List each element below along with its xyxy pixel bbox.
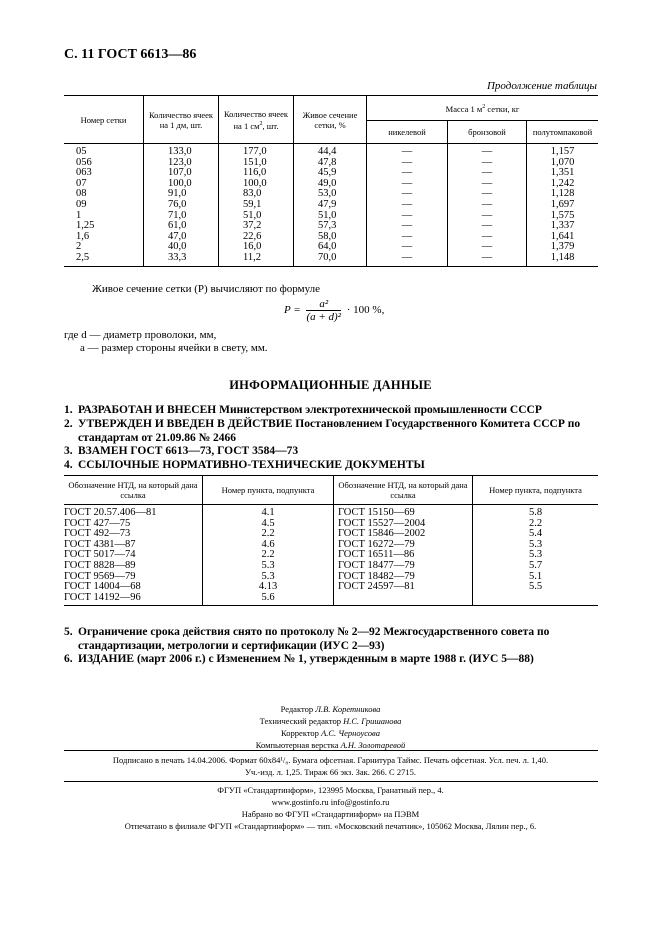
cell-br: — [448, 144, 527, 158]
cell-c: 16,0 [219, 242, 294, 253]
info-item-1: 1. РАЗРАБОТАН И ВНЕСЕН Министерством электротехнической промышленности СССР [64, 404, 542, 416]
print-details-line-1: Подписано в печать 14.04.2006. Формат 60x84¹/₈. Бумага офсетная. Гарнитура Таймс. Печать офсетная. Усл. печ. л. 1,40. [112, 755, 549, 765]
cell-br: — [448, 189, 527, 200]
ref-cell-d2: ГОСТ 18482—79 [334, 572, 473, 583]
cell-tb: 1,128 [527, 189, 599, 200]
formula-where-a: a — размер стороны ячейки в свету, мм. [80, 342, 268, 354]
ref-cell-p1: 5.3 [203, 561, 334, 572]
cell-n: 1,25 [76, 220, 95, 232]
cell-c: 59,1 [219, 200, 294, 211]
ref-cell-d2: ГОСТ 16511—86 [334, 550, 473, 561]
cell-n: 1 [76, 209, 82, 221]
publisher-line-1: ФГУП «Стандартинформ», 123995 Москва, Гранатный пер., 4. [217, 785, 444, 795]
ref-cell-d2: ГОСТ 15150—69 [334, 505, 473, 519]
ref-cell-d2: ГОСТ 18477—79 [334, 561, 473, 572]
ref-cell-p1: 5.3 [203, 572, 334, 583]
cell-tb: 1,379 [527, 242, 599, 253]
ref-col-point-2: Номер пункта, подпункта [473, 476, 599, 505]
ref-cell-d2: ГОСТ 16272—79 [334, 540, 473, 551]
cell-tb: 1,148 [527, 253, 599, 266]
cell-c: 22,6 [219, 232, 294, 243]
cell-tb: 1,697 [527, 200, 599, 211]
cell-ni: — [367, 144, 448, 158]
cell-ni: — [367, 189, 448, 200]
cell-s: 53,0 [294, 189, 367, 200]
cell-s: 64,0 [294, 242, 367, 253]
table-row [64, 253, 598, 266]
ref-col-doc-2: Обозначение НТД, на который дана ссылка [334, 476, 473, 505]
ref-cell-p1: 4.1 [203, 505, 334, 519]
cell-ni: — [367, 253, 448, 266]
cell-ni: — [367, 179, 448, 190]
ref-cell-d1: ГОСТ 5017—74 [64, 549, 136, 561]
cell-br: — [448, 200, 527, 211]
col-mesh-number: Номер сетки [64, 96, 144, 144]
print-details-line-2: Уч.-изд. л. 1,25. Тираж 66 экз. Зак. 266. С 2715. [245, 767, 416, 777]
cell-tb: 1,337 [527, 221, 599, 232]
formula-numerator: a² [306, 298, 341, 311]
cell-c: 11,2 [219, 253, 294, 266]
ref-row [64, 540, 598, 551]
cell-ni: — [367, 158, 448, 169]
col-bronze: бронзовой [448, 121, 527, 144]
cell-s: 47,9 [294, 200, 367, 211]
ref-cell-p2 [473, 593, 599, 606]
ref-cell-d2: ГОСТ 15527—2004 [334, 519, 473, 530]
credit-editor: Редактор Л.В. Коретникова [280, 704, 381, 714]
ref-row [64, 519, 598, 530]
ref-cell-p2: 2.2 [473, 519, 599, 530]
ref-cell-d1: ГОСТ 427—75 [64, 517, 131, 529]
formula-denominator: (a + d)² [306, 311, 341, 323]
col-open-area: Живое сечение сетки, % [294, 96, 367, 144]
ref-cell-p1: 4.6 [203, 540, 334, 551]
cell-n: 056 [76, 156, 92, 168]
formula-intro: Живое сечение сетки (P) вычисляют по формуле [92, 283, 320, 295]
mesh-table [64, 95, 598, 267]
credit-proofreader: Корректор А.С. Черноусова [281, 728, 380, 738]
credits-staff [0, 703, 661, 751]
cell-d: 133,0 [144, 144, 219, 158]
cell-d: 100,0 [144, 179, 219, 190]
ref-cell-p2: 5.7 [473, 561, 599, 572]
ref-cell-d1: ГОСТ 20.57.406—81 [64, 507, 157, 518]
cell-d: 76,0 [144, 200, 219, 211]
cell-br: — [448, 211, 527, 222]
ref-row [64, 572, 598, 583]
info-item-2: 2. УТВЕРЖДЕН И ВВЕДЕН В ДЕЙСТВИЕ Постановлением Государственного Комитета СССР по стандартам от 21.09.86 № 2466 [64, 418, 581, 444]
formula: P = $\frac{\text{a²}}{\text{(a + d)²}}$ · 100 %, [284, 298, 385, 323]
cell-ni: — [367, 242, 448, 253]
cell-s: 57,3 [294, 221, 367, 232]
cell-s: 51,0 [294, 211, 367, 222]
ref-cell-p1: 2.2 [203, 550, 334, 561]
cell-c: 37,2 [219, 221, 294, 232]
page-header: С. 11 ГОСТ 6613—86 [64, 47, 197, 62]
cell-ni: — [367, 200, 448, 211]
cell-tb: 1,157 [527, 144, 599, 158]
cell-n: 2,5 [64, 253, 144, 266]
ref-cell-p1: 5.6 [203, 593, 334, 606]
cell-br: — [448, 242, 527, 253]
ref-cell-d1: ГОСТ 9569—79 [64, 570, 136, 582]
cell-br: — [448, 221, 527, 232]
cell-d: 33,3 [144, 253, 219, 266]
ref-cell-d1: ГОСТ 14004—68 [64, 581, 141, 593]
col-nickel: никелевой [367, 121, 448, 144]
col-cells-per-cm2: Количество ячеек на 1 $см^2$, шт. [219, 96, 294, 144]
cell-c: 151,0 [219, 158, 294, 169]
ref-row [64, 561, 598, 572]
cell-d: 61,0 [144, 221, 219, 232]
cell-br: — [448, 232, 527, 243]
ref-cell-d2 [334, 593, 473, 606]
cell-tb: 1,641 [527, 232, 599, 243]
cell-n: 1,6 [76, 230, 90, 242]
ref-col-point-1: Номер пункта, подпункта [203, 476, 334, 505]
cell-s: 45,9 [294, 168, 367, 179]
publisher-line-3: Набрано во ФГУП «Стандартинформ» на ПЭВМ [241, 809, 420, 819]
cell-d: 107,0 [144, 168, 219, 179]
cell-s: 49,0 [294, 179, 367, 190]
publisher-line-2: www.gostinfo.ru info@gostinfo.ru [271, 797, 390, 807]
cell-tb: 1,242 [527, 179, 599, 190]
ref-cell-d2: ГОСТ 15846—2002 [334, 529, 473, 540]
info-item-5: 5. Ограничение срока действия снято по протоколу № 2—92 Межгосударственного совета по стандартизации, метрологии и сертификации (ИУС 2—93) [64, 626, 550, 652]
credit-layout: Компьютерная верстка А.Н. Золотаревой [255, 740, 406, 750]
ref-cell-p2: 5.8 [473, 505, 599, 519]
credit-tech-editor: Технический редактор Н.С. Гришанова [259, 716, 402, 726]
publisher-line-4: Отпечатано в филиале ФГУП «Стандартинформ» — тип. «Московский печатник», 105062 Москва, Лялин пер., 6. [124, 821, 537, 831]
ref-cell-d1: ГОСТ 14192—96 [64, 593, 203, 606]
cell-ni: — [367, 211, 448, 222]
ref-row [64, 582, 598, 593]
cell-ni: — [367, 221, 448, 232]
ref-cell-p1: 4.5 [203, 519, 334, 530]
info-item-6: 6. ИЗДАНИЕ (март 2006 г.) с Изменением № 1, утвержденным в марте 1988 г. (ИУС 5—88) [64, 653, 534, 665]
cell-c: 116,0 [219, 168, 294, 179]
print-details [0, 754, 661, 778]
info-title: ИНФОРМАЦИОННЫЕ ДАННЫЕ [229, 378, 432, 392]
cell-s: 70,0 [294, 253, 367, 266]
cell-tb: 1,575 [527, 211, 599, 222]
ref-cell-p1: 4.13 [203, 582, 334, 593]
cell-n: 08 [76, 188, 87, 200]
ref-cell-d1: ГОСТ 4381—87 [64, 538, 136, 550]
cell-n: 09 [76, 198, 87, 210]
cell-c: 51,0 [219, 211, 294, 222]
col-cells-per-dm: Количество ячеек на 1 дм, шт. [144, 96, 219, 144]
divider-1 [64, 750, 598, 751]
ref-cell-p2: 5.3 [473, 550, 599, 561]
cell-d: 40,0 [144, 242, 219, 253]
cell-d: 91,0 [144, 189, 219, 200]
references-table [64, 475, 598, 606]
ref-row [64, 529, 598, 540]
cell-tb: 1,070 [527, 158, 599, 169]
publisher-details [0, 784, 661, 832]
cell-s: 58,0 [294, 232, 367, 243]
cell-ni: — [367, 232, 448, 243]
info-item-4: 4. ССЫЛОЧНЫЕ НОРМАТИВНО-ТЕХНИЧЕСКИЕ ДОКУМЕНТЫ [64, 459, 425, 471]
ref-cell-d2: ГОСТ 24597—81 [334, 582, 473, 593]
cell-c: 100,0 [219, 179, 294, 190]
table-row [64, 144, 598, 158]
formula-where-d: где d — диаметр проволоки, мм, [64, 329, 217, 341]
ref-col-doc-1: Обозначение НТД, на который дана ссылка [64, 476, 203, 505]
cell-br: — [448, 168, 527, 179]
col-tombac: полутомпаковой [527, 121, 599, 144]
cell-br: — [448, 179, 527, 190]
cell-d: 47,0 [144, 232, 219, 243]
ref-row [64, 593, 598, 606]
cell-br: — [448, 158, 527, 169]
cell-br: — [448, 253, 527, 266]
ref-cell-p1: 2.2 [203, 529, 334, 540]
cell-tb: 1,351 [527, 168, 599, 179]
cell-n: 05 [76, 146, 87, 157]
ref-cell-d1: ГОСТ 492—73 [64, 528, 131, 540]
table-continuation-note: Продолжение таблицы [486, 80, 597, 92]
ref-cell-p2: 5.1 [473, 572, 599, 583]
cell-s: 44,4 [294, 144, 367, 158]
col-mass-group: Масса 1 $м^2$ сетки, кг [367, 96, 599, 121]
table-row [64, 200, 598, 211]
cell-n: 2 [76, 241, 82, 253]
ref-cell-p2: 5.5 [473, 582, 599, 593]
cell-ni: — [367, 168, 448, 179]
ref-cell-p2: 5.3 [473, 540, 599, 551]
cell-d: 123,0 [144, 158, 219, 169]
divider-2 [64, 781, 598, 782]
ref-row [64, 550, 598, 561]
cell-n: 063 [76, 167, 92, 179]
info-item-3: 3. ВЗАМЕН ГОСТ 6613—73, ГОСТ 3584—73 [64, 445, 299, 457]
ref-cell-p2: 5.4 [473, 529, 599, 540]
cell-c: 83,0 [219, 189, 294, 200]
cell-s: 47,8 [294, 158, 367, 169]
cell-n: 07 [76, 177, 87, 189]
ref-cell-d1: ГОСТ 8828—89 [64, 559, 136, 571]
cell-d: 71,0 [144, 211, 219, 222]
ref-row [64, 505, 598, 519]
cell-c: 177,0 [219, 144, 294, 158]
